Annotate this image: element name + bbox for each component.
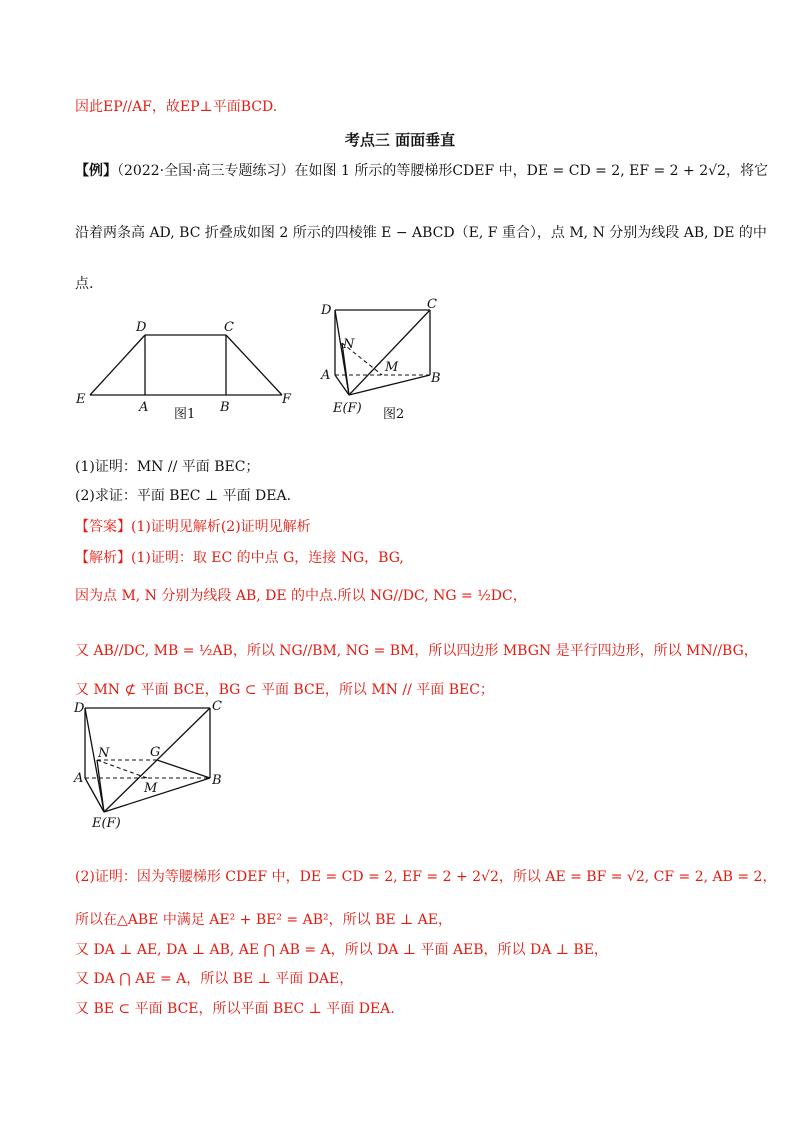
fig3-label-N: N <box>98 746 110 761</box>
analysis-line-3: 又 AB//DC, MB = ½AB，所以 NG//BM, NG = BM，所以四边形 MBGN 是平行四边形，所以 MN//BG， <box>75 643 758 659</box>
example-line-1 <box>75 160 768 180</box>
proof-2-line-4: 又 DA ⋂ AE = A，所以 BE ⊥ 平面 DAE， <box>75 971 354 987</box>
analysis-line-2: 因为点 M, N 分别为线段 AB, DE 的中点.所以 NG//DC, NG = ½DC， <box>75 588 527 604</box>
fig2-label-N: N <box>343 337 355 352</box>
fig1-label-D: D <box>136 320 147 335</box>
section-title: 考点三 面面垂直 <box>344 131 456 149</box>
fig2-label-D: D <box>321 303 332 318</box>
fig3-label-C: C <box>212 700 222 714</box>
example-line-2: 沿着两条高 AD, BC 折叠成如图 2 所示的四棱锥 E − ABCD（E, F 重合），点 M, N 分别为线段 AB, DE 的中 <box>75 225 767 241</box>
question-2: (2)求证：平面 BEC ⊥ 平面 DEA. <box>75 488 292 504</box>
fig3-label-B: B <box>212 773 222 788</box>
fig3-label-E: E(F) <box>92 816 121 830</box>
figure-3-pyramid-midpoints <box>70 700 230 830</box>
line-conclusion: 因此EP//AF，故EP⊥平面BCD. <box>75 99 278 115</box>
answer-line: 【答案】(1)证明见解析(2)证明见解析 <box>75 519 311 535</box>
fig2-caption: 图2 <box>383 407 405 422</box>
analysis-line-1: 【解析】(1)证明：取 EC 的中点 G，连接 NG，BG, <box>75 550 404 566</box>
proof-2-line-3: 又 DA ⊥ AE, DA ⊥ AB, AE ⋂ AB = A，所以 DA ⊥ 平面 AEB，所以 DA ⊥ BE， <box>75 942 608 958</box>
fig2-label-C: C <box>427 298 437 312</box>
example-text: （2022·全国·高三专题练习）在如图 1 所示的等腰梯形CDEF 中，DE = CD = 2, EF = 2 + 2√2，将它 <box>117 163 768 179</box>
proof-2-line-1: (2)证明：因为等腰梯形 CDEF 中，DE = CD = 2, EF = 2 + 2√2，所以 AE = BF = √2, CF = 2, AB = 2， <box>75 869 777 885</box>
fig2-label-B: B <box>431 371 441 386</box>
proof-2-line-5: 又 BE ⊂ 平面 BCE，所以平面 BEC ⊥ 平面 DEA. <box>75 1001 395 1017</box>
question-1: (1)证明：MN // 平面 BEC； <box>75 459 260 475</box>
figure-2-pyramid <box>315 298 465 428</box>
fig1-label-F: F <box>282 392 292 407</box>
fig1-label-C: C <box>224 320 234 335</box>
fig3-label-D: D <box>74 701 85 716</box>
example-tag: 【例】 <box>75 163 117 179</box>
fig2-label-E: E(F) <box>333 401 362 416</box>
fig1-label-B: B <box>220 400 230 415</box>
fig2-label-A: A <box>321 368 331 383</box>
fig2-label-M: M <box>385 360 399 375</box>
fig3-label-A: A <box>74 771 84 786</box>
fig1-label-E: E <box>76 392 86 407</box>
fig3-label-G: G <box>150 745 161 760</box>
fig1-caption: 图1 <box>174 407 196 422</box>
fig1-label-A: A <box>139 400 149 415</box>
analysis-line-4: 又 MN ⊄ 平面 BCE，BG ⊂ 平面 BCE，所以 MN // 平面 BEC； <box>75 682 494 698</box>
fig3-label-M: M <box>144 781 158 796</box>
example-line-3: 点. <box>75 276 94 292</box>
proof-2-line-2: 所以在△ABE 中满足 AE² + BE² = AB²，所以 BE ⊥ AE， <box>75 912 452 928</box>
figure-1-trapezoid <box>70 300 310 425</box>
